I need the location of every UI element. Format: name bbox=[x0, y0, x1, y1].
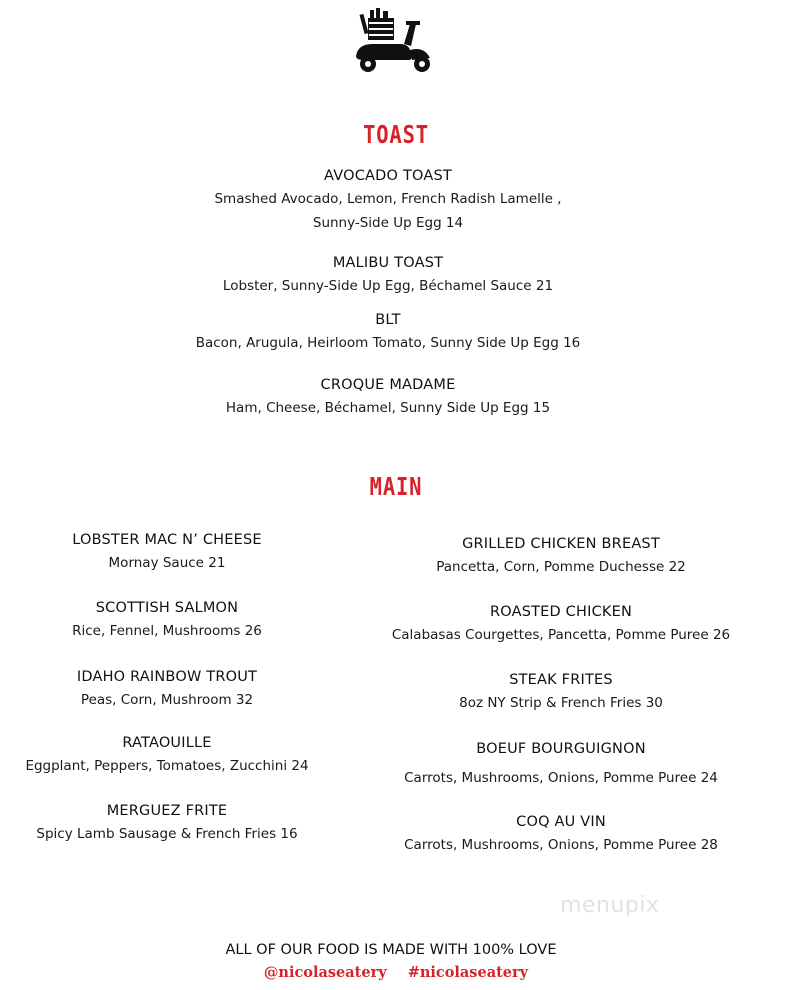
menu-item-malibu-toast bbox=[0, 252, 776, 298]
item-desc: Peas, Corn, Mushroom 32 bbox=[80, 692, 254, 708]
menu-item-blt bbox=[0, 309, 776, 355]
item-name: SCOTTISH SALMON bbox=[95, 600, 239, 616]
item-desc: 8oz NY Strip & French Fries 30 bbox=[459, 695, 663, 711]
menu-item-rainbow-trout bbox=[0, 666, 334, 712]
scooter-logo-icon bbox=[354, 4, 434, 74]
item-name: CROQUE MADAME bbox=[320, 377, 456, 393]
item-desc: Calabasas Courgettes, Pancetta, Pomme Puree 26 bbox=[391, 627, 731, 643]
item-desc: Spicy Lamb Sausage & French Fries 16 bbox=[36, 826, 298, 842]
item-desc: Mornay Sauce 21 bbox=[108, 555, 226, 571]
menu-item-ratatouille bbox=[0, 732, 334, 778]
main-section-title: MAIN bbox=[369, 472, 423, 501]
item-name: GRILLED CHICKEN BREAST bbox=[462, 536, 660, 552]
item-desc: Bacon, Arugula, Heirloom Tomato, Sunny Side Up Egg 16 bbox=[195, 335, 581, 351]
item-desc: Rice, Fennel, Mushrooms 26 bbox=[72, 623, 262, 639]
item-name: AVOCADO TOAST bbox=[324, 168, 452, 184]
footer-tagline: ALL OF OUR FOOD IS MADE WITH 100% LOVE bbox=[225, 942, 557, 958]
item-desc: Eggplant, Peppers, Tomatoes, Zucchini 24 bbox=[25, 758, 309, 774]
item-desc: Carrots, Mushrooms, Onions, Pomme Puree 28 bbox=[404, 837, 718, 853]
menu-item-steak-frites bbox=[382, 669, 740, 715]
menu-item-scottish-salmon bbox=[0, 597, 334, 643]
item-desc: Sunny-Side Up Egg 14 bbox=[312, 215, 464, 231]
item-name: LOBSTER MAC N’ CHEESE bbox=[72, 532, 262, 548]
item-desc: Ham, Cheese, Béchamel, Sunny Side Up Egg 15 bbox=[225, 400, 551, 416]
menu-item-grilled-chicken bbox=[382, 533, 740, 579]
item-name: BOEUF BOURGUIGNON bbox=[476, 741, 646, 757]
hashtag: #nicolaseatery bbox=[407, 964, 529, 981]
menu-item-croque-madame bbox=[0, 374, 776, 420]
item-name: MERGUEZ FRITE bbox=[106, 803, 228, 819]
item-desc: Carrots, Mushrooms, Onions, Pomme Puree 24 bbox=[404, 770, 718, 786]
item-name: COQ AU VIN bbox=[516, 814, 606, 830]
toast-section-title: TOAST bbox=[363, 120, 429, 149]
menupix-watermark: menupix bbox=[560, 893, 660, 918]
item-desc: Lobster, Sunny-Side Up Egg, Béchamel Sauce 21 bbox=[222, 278, 554, 294]
menu-item-avocado-toast bbox=[0, 165, 776, 235]
menu-item-merguez-frite bbox=[0, 800, 334, 846]
menu-item-roasted-chicken bbox=[382, 601, 740, 647]
item-name: RATAOUILLE bbox=[122, 735, 212, 751]
item-desc: Pancetta, Corn, Pomme Duchesse 22 bbox=[436, 559, 686, 575]
item-name: STEAK FRITES bbox=[509, 672, 613, 688]
menu-item-boeuf-bourguignon bbox=[382, 738, 740, 790]
item-name: IDAHO RAINBOW TROUT bbox=[76, 669, 258, 685]
item-name: MALIBU TOAST bbox=[332, 255, 444, 271]
footer-social bbox=[0, 964, 792, 981]
instagram-handle: @nicolaseatery bbox=[263, 964, 387, 981]
item-name: BLT bbox=[375, 312, 401, 328]
item-name: ROASTED CHICKEN bbox=[489, 604, 633, 620]
menu-item-coq-au-vin bbox=[382, 811, 740, 857]
menu-item-lobster-mac bbox=[0, 529, 334, 575]
item-desc: Smashed Avocado, Lemon, French Radish Lamelle , bbox=[214, 191, 562, 207]
